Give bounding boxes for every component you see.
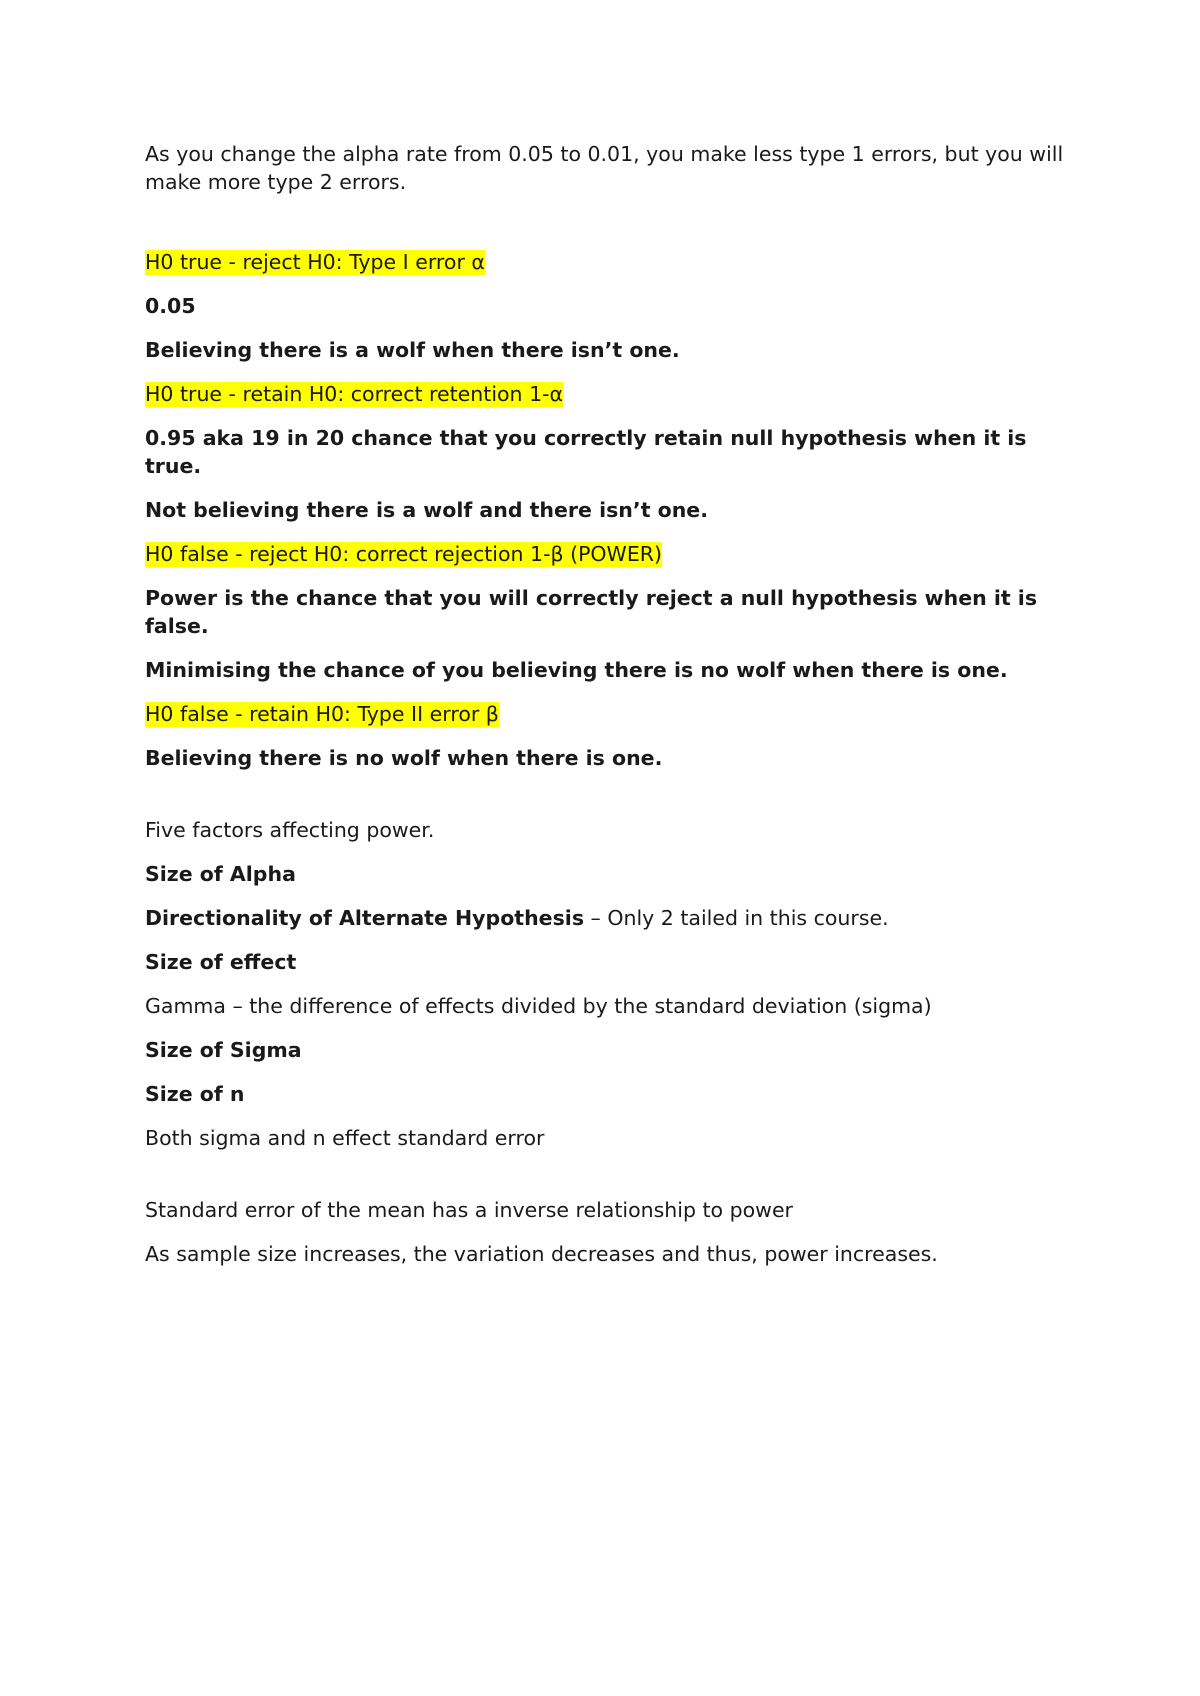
outcome-note: Minimising the chance of you believing there is no wolf when there is one. <box>145 658 1008 682</box>
factors-intro: Five factors affecting power. <box>145 818 435 842</box>
outcome-heading-type1 <box>145 248 1065 276</box>
outcome-note: Believing there is no wolf when there is one. <box>145 746 663 770</box>
sigma-n-note: Both sigma and n effect standard error <box>145 1126 545 1150</box>
highlight: H0 true - reject H0: Type I error α <box>145 250 485 274</box>
factor-size-effect: Size of effect <box>145 950 297 974</box>
closing-line: Standard error of the mean has a inverse relationship to power <box>145 1198 793 1222</box>
factor-size-n: Size of n <box>145 1082 245 1106</box>
factor-size-alpha: Size of Alpha <box>145 862 296 886</box>
highlight: H0 false - reject H0: correct rejection 1-β (POWER) <box>145 542 663 566</box>
outcome-note: 0.95 aka 19 in 20 chance that you correctly retain null hypothesis when it is true. <box>145 426 1027 478</box>
gamma-note: Gamma – the difference of effects divided by the standard deviation (sigma) <box>145 994 932 1018</box>
outcome-heading-type2 <box>145 700 1065 728</box>
outcome-note: Power is the chance that you will correctly reject a null hypothesis when it is false. <box>145 586 1038 638</box>
factor-directionality <box>145 904 1065 932</box>
factor-size-sigma: Size of Sigma <box>145 1038 302 1062</box>
outcome-note: Not believing there is a wolf and there isn’t one. <box>145 498 708 522</box>
highlight: H0 true - retain H0: correct retention 1-α <box>145 382 564 406</box>
outcome-heading-power <box>145 540 1065 568</box>
intro-paragraph: As you change the alpha rate from 0.05 to 0.01, you make less type 1 errors, but you will make more type 2 errors. <box>145 142 1064 194</box>
document-page <box>145 140 1065 1284</box>
closing-line: As sample size increases, the variation decreases and thus, power increases. <box>145 1242 938 1266</box>
outcome-note: 0.05 <box>145 294 196 318</box>
factor-directionality-note: – Only 2 tailed in this course. <box>584 906 889 930</box>
outcome-heading-correct-retention <box>145 380 1065 408</box>
highlight: H0 false - retain H0: Type II error β <box>145 702 499 726</box>
outcome-note: Believing there is a wolf when there isn’t one. <box>145 338 680 362</box>
factor-directionality-label: Directionality of Alternate Hypothesis <box>145 906 585 930</box>
